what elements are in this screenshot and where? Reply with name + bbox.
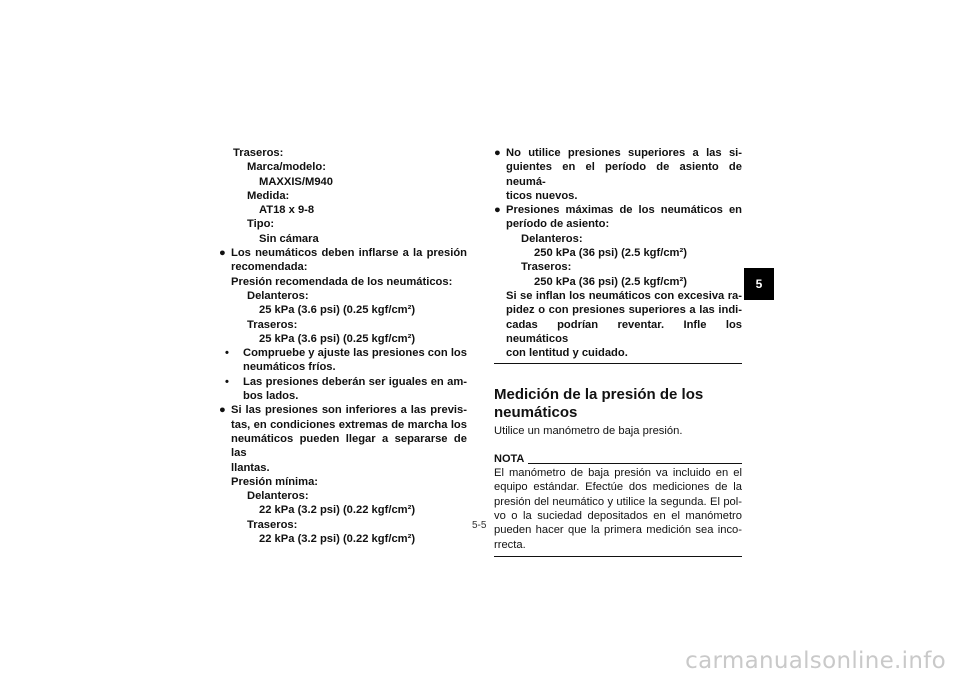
section-heading xyxy=(494,386,742,422)
nota-end-rule xyxy=(494,556,742,557)
bullet-icon: ● xyxy=(219,247,226,260)
rear-label: Traseros: xyxy=(247,318,298,331)
bullet-text-line: Si las presiones son inferiores a las previs- xyxy=(231,404,467,417)
bullet-text-line: guientes en el período de asiento de neumá- xyxy=(506,161,742,188)
recommended-rear-value: 25 kPa (3.6 psi) (0.25 kgf/cm²) xyxy=(259,332,416,345)
max-front-label: Delanteros: xyxy=(521,232,583,245)
size-value: AT18 x 9-8 xyxy=(259,204,315,217)
sub-bullet-text-line: bos lados. xyxy=(243,390,299,403)
nota-rule xyxy=(528,463,742,464)
size-label: Medida: xyxy=(247,189,290,202)
watermark: carmanualsonline.info xyxy=(685,648,946,674)
type-value: Sin cámara xyxy=(259,232,319,245)
warning-divider xyxy=(494,363,742,364)
section-heading-line: Medición de la presión de los xyxy=(494,386,704,404)
warning-text-line: pidez o con presiones superiores a las indi- xyxy=(506,304,742,317)
bullet-text-line: No utilice presiones superiores a las si- xyxy=(506,147,742,159)
rear-tire-heading: Traseros: xyxy=(233,147,284,159)
sub-bullet-text-line: Las presiones deberán ser iguales en am- xyxy=(243,375,467,388)
sub-bullet-text-line: Compruebe y ajuste las presiones con los xyxy=(243,347,467,360)
chapter-tab: 5 xyxy=(744,268,774,300)
bullet-text-line: llantas. xyxy=(231,461,270,474)
minimum-pressure-label: Presión mínima: xyxy=(231,475,319,488)
sub-bullet-icon: • xyxy=(225,347,229,360)
nota-header xyxy=(494,452,742,466)
right-column xyxy=(494,146,742,557)
bullet-text-line: neumáticos pueden llegar a separarse de las xyxy=(231,432,467,460)
max-rear-value: 250 kPa (36 psi) (2.5 kgf/cm²) xyxy=(534,275,687,288)
nota-text-line: equipo estándar. Efectúe dos mediciones de la xyxy=(494,481,742,494)
max-rear-label: Traseros: xyxy=(521,261,572,274)
bullet-text-line: tas, en condiciones extremas de marcha los xyxy=(231,418,467,431)
bullet-text-line: período de asiento: xyxy=(506,218,610,231)
bullet-text-line: recomendada: xyxy=(231,261,308,274)
warning-text-line: Si se inflan los neumáticos con excesiva ra- xyxy=(506,289,742,302)
warning-block xyxy=(494,146,742,364)
bullet-icon: ● xyxy=(219,404,226,417)
min-rear-value: 22 kPa (3.2 psi) (0.22 kgf/cm²) xyxy=(259,533,416,546)
section-heading-line: neumáticos xyxy=(494,404,578,422)
bullet-inflate-recommended xyxy=(219,246,467,275)
sub-bullet-text-line: neumáticos fríos. xyxy=(243,361,336,374)
nota-text-line: presión del neumático y utilice la segunda. El pol- xyxy=(494,495,742,508)
min-rear-label: Traseros: xyxy=(247,518,298,531)
sub-bullet-icon: • xyxy=(225,375,229,388)
bullet-text-line: Los neumáticos deben inflarse a la presión xyxy=(231,247,467,260)
bullet-icon: ● xyxy=(494,147,501,159)
left-column xyxy=(219,146,467,546)
sub-bullet-equal-sides xyxy=(219,375,467,404)
bullet-max-pressures xyxy=(494,203,742,232)
type-label: Tipo: xyxy=(247,218,275,231)
nota-text-line: pueden hacer que la primera medición sea inco- xyxy=(494,524,742,537)
bullet-no-exceed xyxy=(494,146,742,203)
bullet-text-line: Presiones máximas de los neumáticos en xyxy=(506,204,742,217)
warning-text-line: cadas podrían reventar. Infle los neumáticos xyxy=(506,318,742,345)
sub-bullet-check-cold xyxy=(219,346,467,375)
brand-model-value: MAXXIS/M940 xyxy=(259,175,333,188)
bullet-icon: ● xyxy=(494,204,501,217)
recommended-pressure-label: Presión recomendada de los neumáticos: xyxy=(231,275,453,288)
recommended-front-value: 25 kPa (3.6 psi) (0.25 kgf/cm²) xyxy=(259,304,416,317)
nota-text-line: El manómetro de baja presión va incluido en el xyxy=(494,467,742,480)
nota-body xyxy=(494,466,742,552)
min-front-label: Delanteros: xyxy=(247,490,309,503)
nota-text-line: rrecta. xyxy=(494,538,526,551)
page-number: 5-5 xyxy=(472,520,487,531)
bullet-text-line: ticos nuevos. xyxy=(506,189,578,202)
nota-text-line: vo o la suciedad depositados en el manómetro xyxy=(494,509,742,522)
front-label: Delanteros: xyxy=(247,289,309,302)
warning-text xyxy=(494,289,742,360)
intro-text: Utilice un manómetro de baja presión. xyxy=(494,425,683,438)
warning-text-line: con lentitud y cuidado. xyxy=(506,347,628,360)
max-front-value: 250 kPa (36 psi) (2.5 kgf/cm²) xyxy=(534,247,687,260)
brand-model-label: Marca/modelo: xyxy=(247,161,326,174)
min-front-value: 22 kPa (3.2 psi) (0.22 kgf/cm²) xyxy=(259,504,416,517)
nota-label: NOTA xyxy=(494,452,525,465)
bullet-low-pressure xyxy=(219,403,467,474)
